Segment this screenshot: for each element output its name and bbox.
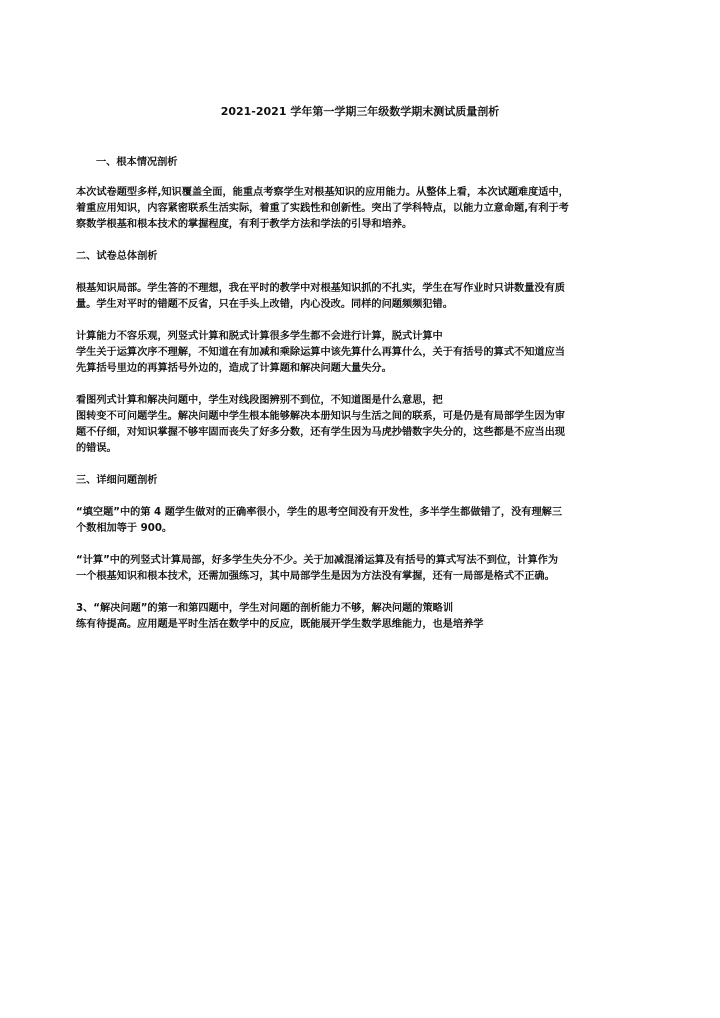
text-line: “计算”中的列竖式计算局部，好多学生失分不少。关于加减混淆运算及有括号的算式写法不到位，计算作为 <box>76 555 559 566</box>
text-line: 根基知识局部。学生答的不理想，我在平时的教学中对根基知识抓的不扎实，学生在写作业时只讲数量没有质 <box>76 283 565 294</box>
paragraph-problem-solving <box>76 393 664 457</box>
text-line: 量。学生对平时的错题不反省，只在手头上改错，内心没改。同样的问题频频犯错。 <box>76 299 453 310</box>
paragraph-basic-knowledge <box>76 281 664 313</box>
text-line: 一个根基知识和根本技术，还需加强练习，其中局部学生是因为方法没有掌握，还有一局部是格式不正确。 <box>76 571 555 582</box>
section-heading-overview: 一、根本情况剖析 <box>96 157 178 168</box>
text-line: 3、“解决问题”的第一和第四题中，学生对问题的剖析能力不够，解决问题的策略训 <box>76 603 454 614</box>
text-line: “填空题”中的第 4 题学生做对的正确率很小，学生的思考空间没有开发性，多半学生都做错了，没有理解三 <box>76 507 563 518</box>
text-line: 看图列式计算和解决问题中，学生对线段图辨别不到位，不知道图是什么意思，把 <box>76 395 443 406</box>
text-line: 察数学根基和根本技术的掌握程度，有利于教学方法和学法的引导和培养。 <box>76 219 413 230</box>
text-line: 图转变不可问题学生。解决问题中学生根本能够解决本册知识与生活之间的联系，可是仍是有局部学生因为审 <box>76 411 565 422</box>
text-line: 个数相加等于 900。 <box>76 523 173 534</box>
paragraph-overview <box>76 185 664 233</box>
paragraph-solving-problems <box>76 601 664 633</box>
paragraph-calculation-ability <box>76 329 664 377</box>
text-line: 练有待提高。应用题是平时生活在数学中的反应，既能展开学生数学思维能力，也是培养学 <box>76 619 484 630</box>
section-heading-general-analysis: 二、试卷总体剖析 <box>76 251 158 262</box>
text-line: 学生关于运算次序不理解，不知道在有加减和乘除运算中该先算什么再算什么，关于有括号的算式不知道应当 <box>76 347 565 358</box>
paragraph-fill-blank <box>76 505 664 537</box>
text-line: 计算能力不容乐观，列竖式计算和脱式计算很多学生都不会进行计算，脱式计算中 <box>76 331 443 342</box>
document-body <box>76 155 664 633</box>
text-line: 的错误。 <box>76 443 117 454</box>
text-line: 着重应用知识，内容紧密联系生活实际，着重了实践性和创新性。突出了学科特点，以能力立意命题,有利于考 <box>76 203 569 214</box>
paragraph-calculation <box>76 553 664 585</box>
section-heading-detailed-analysis: 三、详细问题剖析 <box>76 475 158 486</box>
text-line: 先算括号里边的再算括号外边的，造成了计算题和解决问题大量失分。 <box>76 363 392 374</box>
text-line: 本次试卷题型多样,知识覆盖全面，能重点考察学生对根基知识的应用能力。从整体上看，本次试题难度适中， <box>76 187 569 198</box>
document-title: 2021-2021 学年第一学期三年级数学期末测试质量剖析 <box>220 105 500 118</box>
text-line: 题不仔细，对知识掌握不够牢固而丧失了好多分数，还有学生因为马虎抄错数字失分的，这些都是不应当出现 <box>76 427 565 438</box>
